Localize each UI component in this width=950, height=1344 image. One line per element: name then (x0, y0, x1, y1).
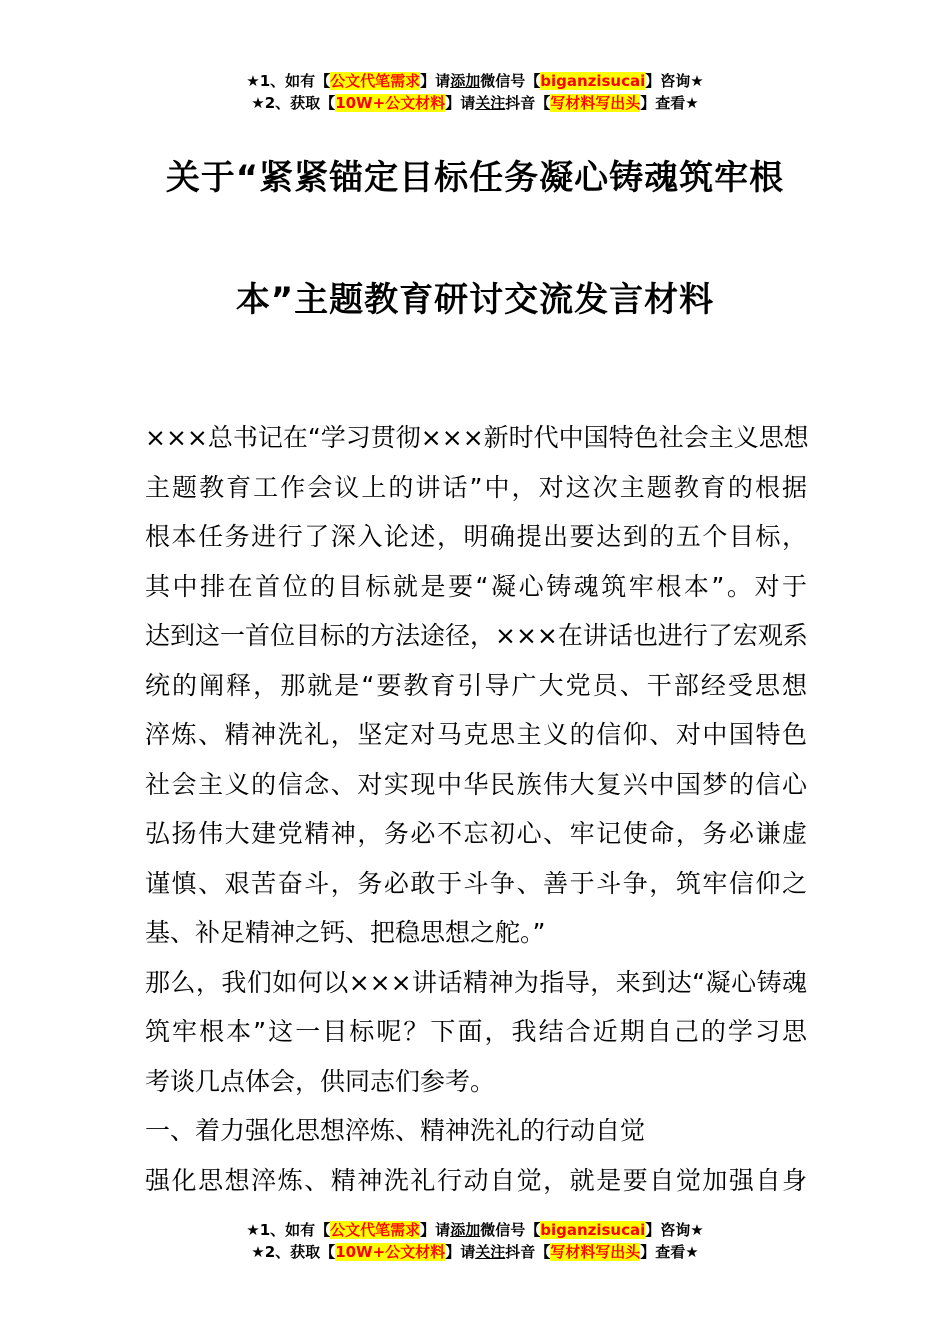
document-title-line-1: 关于“紧紧锚定目标任务凝心铸魂筑牢根 (165, 158, 785, 198)
body-line: 筑牢根本”这一目标呢？下面，我结合近期自己的学习思 (145, 1017, 807, 1046)
ad-underlined-word: 关注 (475, 1243, 506, 1261)
body-line: 谨慎、艰苦奋斗，务必敢于斗争、善于斗争，筑牢信仰之 (145, 868, 807, 898)
ad-text: ★2、获取【 (251, 94, 336, 112)
body-line: 主题教育工作会议上的讲话”中，对这次主题教育的根据 (145, 472, 807, 502)
body-line: 弘扬伟大建党精神，务必不忘初心、牢记使命，务必谦虚 (145, 819, 807, 848)
ad-text: 】咨询★ (645, 72, 704, 90)
section-heading: 一、着力强化思想淬炼、精神洗礼的行动自觉 (145, 1116, 646, 1145)
ad-text: 】请 (420, 72, 451, 90)
ad-text: 】请 (420, 1221, 451, 1239)
ad-highlight-service: 公文代笔需求 (330, 1221, 421, 1239)
body-line: 那么，我们如何以×××讲话精神为指导，来到达“凝心铸魂 (145, 967, 807, 997)
ad-text: 】请 (445, 94, 476, 112)
body-line: 淬炼、精神洗礼，坚定对马克思主义的信仰、对中国特色 (145, 720, 807, 749)
ad-underlined-word: 添加 (450, 72, 481, 90)
ad-text: ★2、获取【 (251, 1243, 336, 1261)
document-body (145, 413, 807, 1205)
body-line: ×××总书记在“学习贯彻×××新时代中国特色社会主义思想 (145, 423, 809, 452)
ad-text: 抖音【 (505, 1243, 551, 1261)
header-ad-line-1 (0, 70, 950, 92)
ad-text: 微信号【 (480, 1221, 541, 1239)
body-line: 强化思想淬炼、精神洗礼行动自觉，就是要自觉加强自身 (145, 1165, 807, 1195)
body-line: 统的阐释，那就是“要教育引导广大党员、干部经受思想 (145, 670, 807, 700)
footer-ad-line-2 (0, 1241, 950, 1263)
body-line: 考谈几点体会，供同志们参考。 (145, 1066, 496, 1096)
ad-text: 】咨询★ (645, 1221, 704, 1239)
ad-highlight-wechat-id: biganzisucai (540, 1221, 646, 1239)
ad-underlined-word: 添加 (450, 1221, 481, 1239)
footer-ad-block (0, 1219, 950, 1263)
ad-text: 】查看★ (640, 1243, 699, 1261)
ad-highlight-douyin-account: 写材料写出头 (550, 1243, 641, 1261)
body-line: 基、补足精神之钙、把稳思想之舵。” (145, 918, 546, 947)
ad-text: 抖音【 (505, 94, 551, 112)
ad-highlight-materials: 10W+公文材料 (335, 1243, 446, 1261)
body-line: 达到这一首位目标的方法途径，×××在讲话也进行了宏观系 (145, 621, 808, 650)
ad-text: 】查看★ (640, 94, 699, 112)
ad-text: ★1、如有【 (246, 72, 331, 90)
ad-text: ★1、如有【 (246, 1221, 331, 1239)
ad-highlight-douyin-account: 写材料写出头 (550, 94, 641, 112)
body-line: 根本任务进行了深入论述，明确提出要达到的五个目标， (145, 522, 807, 551)
ad-text: 微信号【 (480, 72, 541, 90)
header-ad-line-2 (0, 92, 950, 114)
body-line: 社会主义的信念、对实现中华民族伟大复兴中国梦的信心 (145, 769, 807, 799)
header-ad-block (0, 70, 950, 114)
ad-underlined-word: 关注 (475, 94, 506, 112)
ad-highlight-wechat-id: biganzisucai (540, 72, 646, 90)
footer-ad-line-1 (0, 1219, 950, 1241)
ad-text: 】请 (445, 1243, 476, 1261)
ad-highlight-materials: 10W+公文材料 (335, 94, 446, 112)
body-line: 其中排在首位的目标就是要“凝心铸魂筑牢根本”。对于 (145, 571, 807, 601)
ad-highlight-service: 公文代笔需求 (330, 72, 421, 90)
document-title-line-2: 本”主题教育研讨交流发言材料 (235, 280, 715, 320)
